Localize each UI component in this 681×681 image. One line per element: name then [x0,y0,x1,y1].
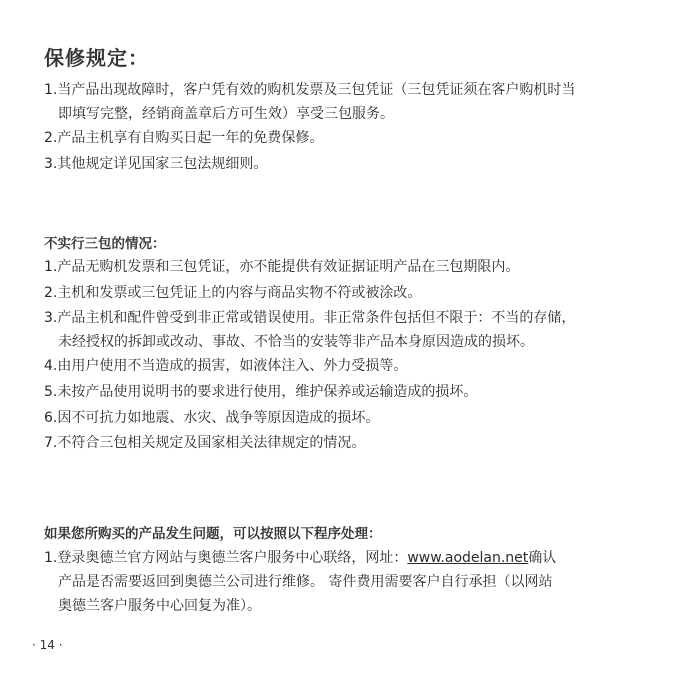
warranty-rule-1-line1: 1.当产品出现故障时，客户凭有效的购机发票及三包凭证（三包凭证须在客户购机时当 [44,82,576,98]
exclusion-3 [44,306,644,354]
procedure-step-1 [44,546,644,618]
exclusion-2: 2.主机和发票或三包凭证上的内容与商品实物不符或被涂改。 [44,285,422,301]
exclusions-title: 不实行三包的情况： [44,236,166,252]
procedure-line2: 产品是否需要返回到奥德兰公司进行维修。 寄件费用需要客户自行承担（以网站 [58,574,553,590]
procedure-line1-suffix: 确认 [528,550,557,566]
exclusion-1: 1.产品无购机发票和三包凭证，亦不能提供有效证据证明产品在三包期限内。 [44,259,520,275]
exclusion-6: 6.因不可抗力如地震、水灾、战争等原因造成的损坏。 [44,410,380,426]
warranty-rule-1 [44,78,644,126]
website-link[interactable]: www.aodelan.net [407,550,529,566]
exclusion-3-line2: 未经授权的拆卸或改动、事故、不恰当的安装等非产品本身原因造成的损坏。 [58,334,534,350]
exclusion-5: 5.未按产品使用说明书的要求进行使用，维护保养或运输造成的损坏。 [44,384,478,400]
exclusion-4: 4.由用户使用不当造成的损害，如液体注入、外力受损等。 [44,358,408,374]
warranty-rule-1-line2: 即填写完整，经销商盖章后方可生效）享受三包服务。 [58,106,394,122]
warranty-rule-2: 2.产品主机享有自购买日起一年的免费保修。 [44,130,324,146]
procedure-line1-prefix: 1.登录奥德兰官方网站与奥德兰客户服务中心联络，网址： [44,550,408,566]
page-title: 保修规定： [44,46,149,70]
procedure-title: 如果您所购买的产品发生问题，可以按照以下程序处理： [44,526,382,542]
exclusion-7: 7.不符合三包相关规定及国家相关法律规定的情况。 [44,435,366,451]
exclusion-3-line1: 3.产品主机和配件曾受到非正常或错误使用。非正常条件包括但不限于：不当的存储， [44,310,576,326]
procedure-line3: 奥德兰客户服务中心回复为准）。 [58,598,261,614]
warranty-rule-3: 3.其他规定详见国家三包法规细则。 [44,156,268,172]
page-number: · 14 · [32,638,63,652]
